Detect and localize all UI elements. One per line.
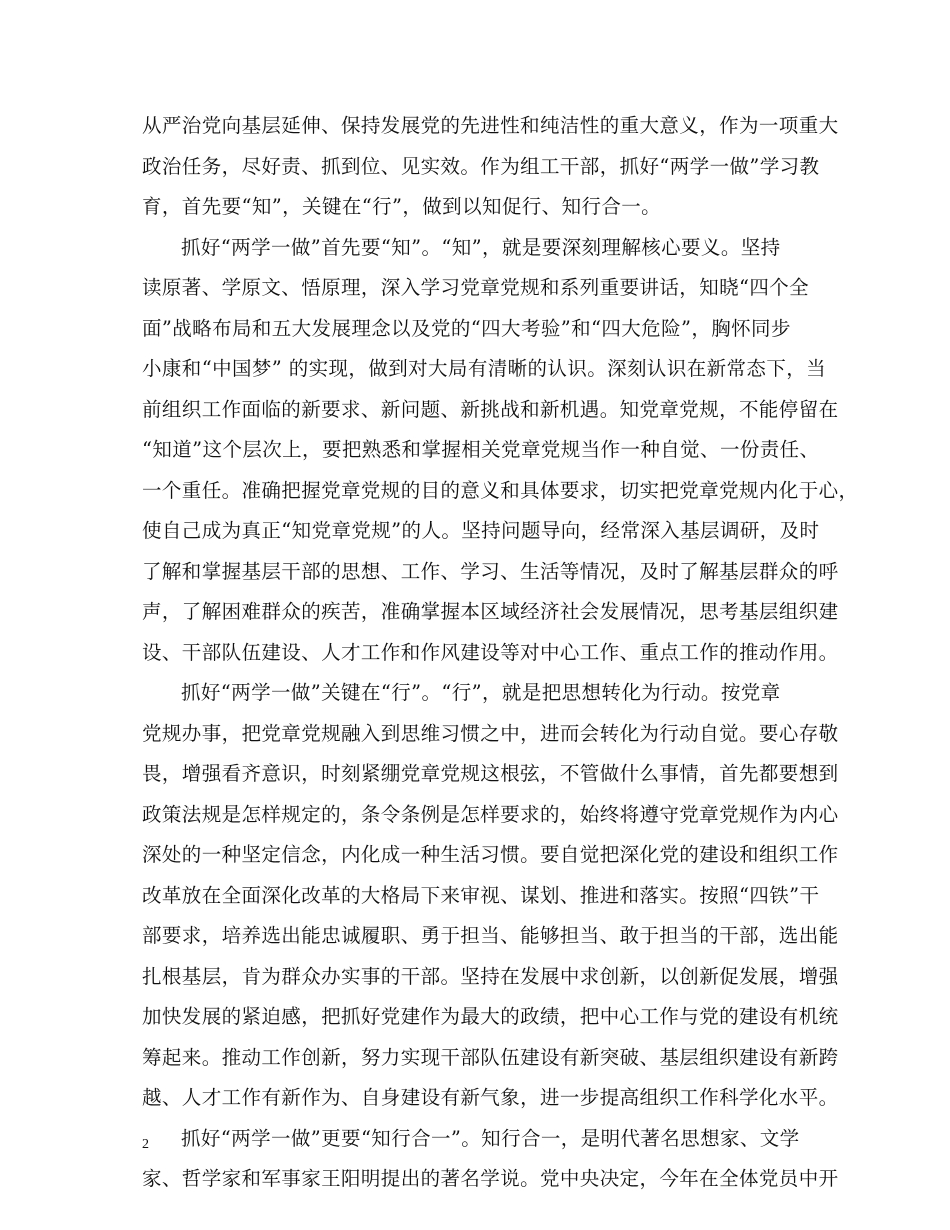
text-line: 政治任务，尽好责、抓到位、见实效。作为组工干部，抓好“两学一做”学习教	[142, 154, 820, 178]
text-line: 畏，增强看齐意识，时刻紧绷党章党规这根弦，不管做什么事情，首先都要想到	[142, 762, 839, 785]
text-line: 党规办事，把党章党规融入到思维习惯之中，进而会转化为行动自觉。要心存敬	[142, 721, 839, 745]
text-line: 声，了解困难群众的疾苦，准确掌握本区域经济社会发展情况，思考基层组织建	[142, 600, 839, 623]
body-text	[142, 106, 859, 1200]
text-line: 一个重任。准确把握党章党规的目的意义和具体要求，切实把党章党规内化于心，	[142, 478, 859, 502]
text-line: 前组织工作面临的新要求、新问题、新挑战和新机遇。知党章党规，不能停留在	[142, 397, 839, 421]
text-line: 使自己成为真正“知党章党规”的人。坚持问题导向，经常深入基层调研，及时	[142, 519, 820, 542]
text-line: 筹起来。推动工作创新，努力实现干部队伍建设有新突破、基层组织建设有新跨	[142, 1045, 839, 1069]
text-line: 部要求，培养选出能忠诚履职、勇于担当、能够担当、敢于担当的干部，选出能	[142, 924, 839, 947]
text-line: 改革放在全面深化改革的大格局下来审视、谋划、推进和落实。按照“四铁”干	[142, 883, 820, 907]
text-line: 抓好“两学一做”首先要“知”。“知”，就是要深刻理解核心要义。坚持	[181, 235, 781, 259]
text-line: 家、哲学家和军事家王阳明提出的著名学说。党中央决定，今年在全体党员中开	[142, 1167, 839, 1190]
text-line: 抓好“两学一做”更要“知行合一”。知行合一，是明代著名思想家、文学	[181, 1126, 800, 1150]
text-line: 设、干部队伍建设、人才工作和作风建设等对中心工作、重点工作的推动作用。	[142, 640, 839, 664]
text-line: 政策法规是怎样规定的，条令条例是怎样要求的，始终将遵守党章党规作为内心	[142, 802, 839, 826]
text-line: 从严治党向基层延伸、保持发展党的先进性和纯洁性的重大意义，作为一项重大	[142, 114, 839, 137]
text-line: 小康和“中国梦” 的实现，做到对大局有清晰的认识。深刻认识在新常态下，当	[142, 357, 827, 380]
text-line: 育，首先要“知”，关键在“行”，做到以知促行、知行合一。	[142, 195, 662, 218]
text-line: 扎根基层，肯为群众办实事的干部。坚持在发展中求创新，以创新促发展，增强	[142, 964, 839, 988]
text-line: 了解和掌握基层干部的思想、工作、学习、生活等情况，及时了解基层群众的呼	[142, 559, 839, 583]
text-line: 抓好“两学一做”关键在“行”。“行”，就是把思想转化为行动。按党章	[181, 681, 781, 704]
text-line: 面”战略布局和五大发展理念以及党的“四大考验”和“四大危险”，胸怀同步	[142, 316, 791, 340]
text-line: “知道”这个层次上，要把熟悉和掌握相关党章党规当作一种自觉、一份责任、	[142, 438, 820, 461]
text-line: 越、人才工作有新作为、自身建设有新气象，进一步提高组织工作科学化水平。	[142, 1086, 839, 1109]
page-number: 2	[142, 1137, 149, 1152]
text-line: 加快发展的紧迫感，把抓好党建作为最大的政绩，把中心工作与党的建设有机统	[142, 1005, 839, 1028]
text-line: 读原著、学原文、悟原理，深入学习党章党规和系列重要讲话，知晓“四个全	[142, 276, 810, 299]
text-line: 深处的一种坚定信念，内化成一种生活习惯。要自觉把深化党的建设和组织工作	[142, 843, 839, 866]
